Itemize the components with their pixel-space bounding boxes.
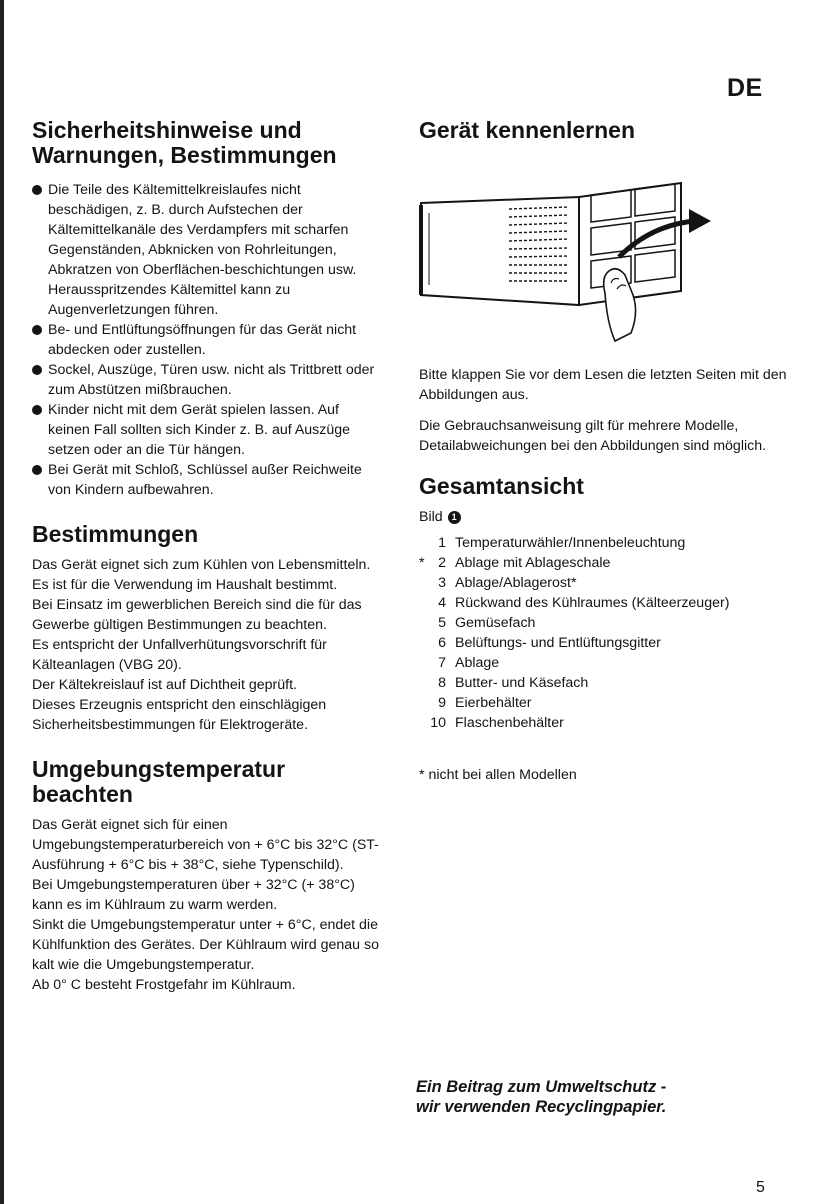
umgebung-paragraph: Das Gerät eignet sich für einen Umgebungstemperaturbereich von + 6°C bis 32°C (ST-Ausführung + 6°C bis + 38°C, siehe Typenschild). [32,817,379,873]
parts-list-item [419,613,799,633]
parts-list-item [419,573,799,593]
figure-reference [419,507,799,527]
parts-list-item [419,653,799,673]
fold-out-pages-illustration [419,173,719,343]
part-label: Butter- und Käsefach [455,675,589,691]
part-mark [419,713,428,733]
safety-bullet: Bei Gerät mit Schloß, Schlüssel außer Reichweite von Kindern aufbewahren. [32,460,382,500]
part-number: 7 [438,655,446,671]
figure-label: Bild [419,509,443,525]
intro-paragraph: Die Gebrauchsanweisung gilt für mehrere Modelle, Detailabweichungen bei den Abbildungen sind möglich. [419,418,767,454]
part-mark [419,613,428,633]
part-label: Eierbehälter [455,695,532,711]
page-edge-bar [0,0,4,1204]
safety-bullet: Sockel, Auszüge, Türen usw. nicht als Trittbrett oder zum Abstützen mißbrauchen. [32,360,382,400]
umgebung-paragraph: Ab 0° C besteht Frostgefahr im Kühlraum. [32,977,296,993]
footnote: * nicht bei allen Modellen [419,767,577,783]
parts-list-item [419,633,799,653]
part-mark [419,593,428,613]
umgebung-paragraph: Bei Umgebungstemperaturen über + 32°C (+ 38°C) kann es im Kühlraum zu warm werden. [32,877,355,913]
part-mark: * [419,555,425,571]
bestimmungen-paragraph: Es entspricht der Unfallverhütungsvorschrift für Kälteanlagen (VBG 20). [32,637,327,673]
part-number: 4 [438,595,446,611]
safety-heading-line1: Sicherheitshinweise und [32,117,302,143]
language-code: DE [727,74,763,102]
parts-list-item [419,673,799,693]
part-number: 3 [438,575,446,591]
eco-note-line1: Ein Beitrag zum Umweltschutz - [416,1078,667,1096]
intro-paragraph: Bitte klappen Sie vor dem Lesen die letzten Seiten mit den Abbildungen aus. [419,367,787,403]
part-label: Temperaturwähler/Innenbeleuchtung [455,535,686,551]
bestimmungen-text [32,555,382,735]
safety-bullet-list [32,180,382,500]
safety-bullet: Kinder nicht mit dem Gerät spielen lassen. Auf keinen Fall sollten sich Kinder z. B. auf Auszüge setzen oder an die Tür hängen. [32,400,382,460]
umgebung-paragraph: Sinkt die Umgebungstemperatur unter + 6°C, endet die Kühlfunktion des Gerätes. Der Kühlraum wird genau so kalt wie die Umgebungstemperatur. [32,917,379,973]
figure-number-badge: 1 [448,511,461,524]
part-mark [419,673,428,693]
geraet-heading: Gerät kennenlernen [419,117,636,143]
part-label: Ablage mit Ablageschale [455,555,611,571]
parts-list-item [419,693,799,713]
bestimmungen-paragraph: Das Gerät eignet sich zum Kühlen von Lebensmitteln. [32,557,371,573]
umgebung-heading-line1: Umgebungstemperatur [32,756,286,782]
page-number: 5 [756,1179,765,1196]
part-number: 2 [438,555,446,571]
part-number: 9 [438,695,446,711]
part-label: Ablage [455,655,500,671]
part-number: 5 [438,615,446,631]
safety-bullet: Be- und Entlüftungsöffnungen für das Gerät nicht abdecken oder zustellen. [32,320,382,360]
bestimmungen-paragraph: Bei Einsatz im gewerblichen Bereich sind die für das Gewerbe gültigen Bestimmungen zu beachten. [32,597,362,633]
part-mark [419,633,428,653]
safety-bullet: Die Teile des Kältemittelkreislaufes nicht beschädigen, z. B. durch Aufstechen der Kältemittelkanäle des Verdampfers mit scharfen Gegenständen, Abknicken von Rohrleitungen, Abkratzen von Oberflächen-beschichtungen usw. Herausspritzendes Kältemittel kann zu Augenverletzungen führen. [32,180,382,320]
part-label: Ablage/Ablagerost* [455,575,577,591]
gesamtansicht-heading: Gesamtansicht [419,473,584,499]
part-mark [419,533,428,553]
bestimmungen-paragraph: Es ist für die Verwendung im Haushalt bestimmt. [32,577,338,593]
bestimmungen-heading: Bestimmungen [32,521,199,547]
part-label: Belüftungs- und Entlüftungsgitter [455,635,661,651]
part-number: 1 [438,535,446,551]
left-column [32,118,382,995]
part-number: 6 [438,635,446,651]
part-label: Flaschenbehälter [455,715,564,731]
eco-note-line2: wir verwenden Recyclingpapier. [416,1098,667,1116]
safety-heading [32,118,382,168]
safety-heading-line2: Warnungen, Bestimmungen [32,142,337,168]
part-label: Gemüsefach [455,615,536,631]
part-number: 8 [438,675,446,691]
right-column [419,118,799,785]
part-mark [419,653,428,673]
parts-list-item [419,713,799,733]
parts-list [419,533,799,733]
part-number: 10 [430,715,446,731]
umgebung-heading-line2: beachten [32,781,133,807]
eco-note [416,1077,666,1117]
parts-list-item [419,593,799,613]
bestimmungen-paragraph: Der Kältekreislauf ist auf Dichtheit geprüft. [32,677,297,693]
parts-list-item [419,553,799,573]
umgebung-heading [32,757,382,807]
part-mark [419,573,428,593]
umgebung-text [32,815,382,995]
part-mark [419,693,428,713]
intro-text [419,365,799,456]
bestimmungen-paragraph: Dieses Erzeugnis entspricht den einschlägigen Sicherheitsbestimmungen für Elektrogeräte. [32,697,327,733]
parts-list-item [419,533,799,553]
part-label: Rückwand des Kühlraumes (Kälteerzeuger) [455,595,730,611]
